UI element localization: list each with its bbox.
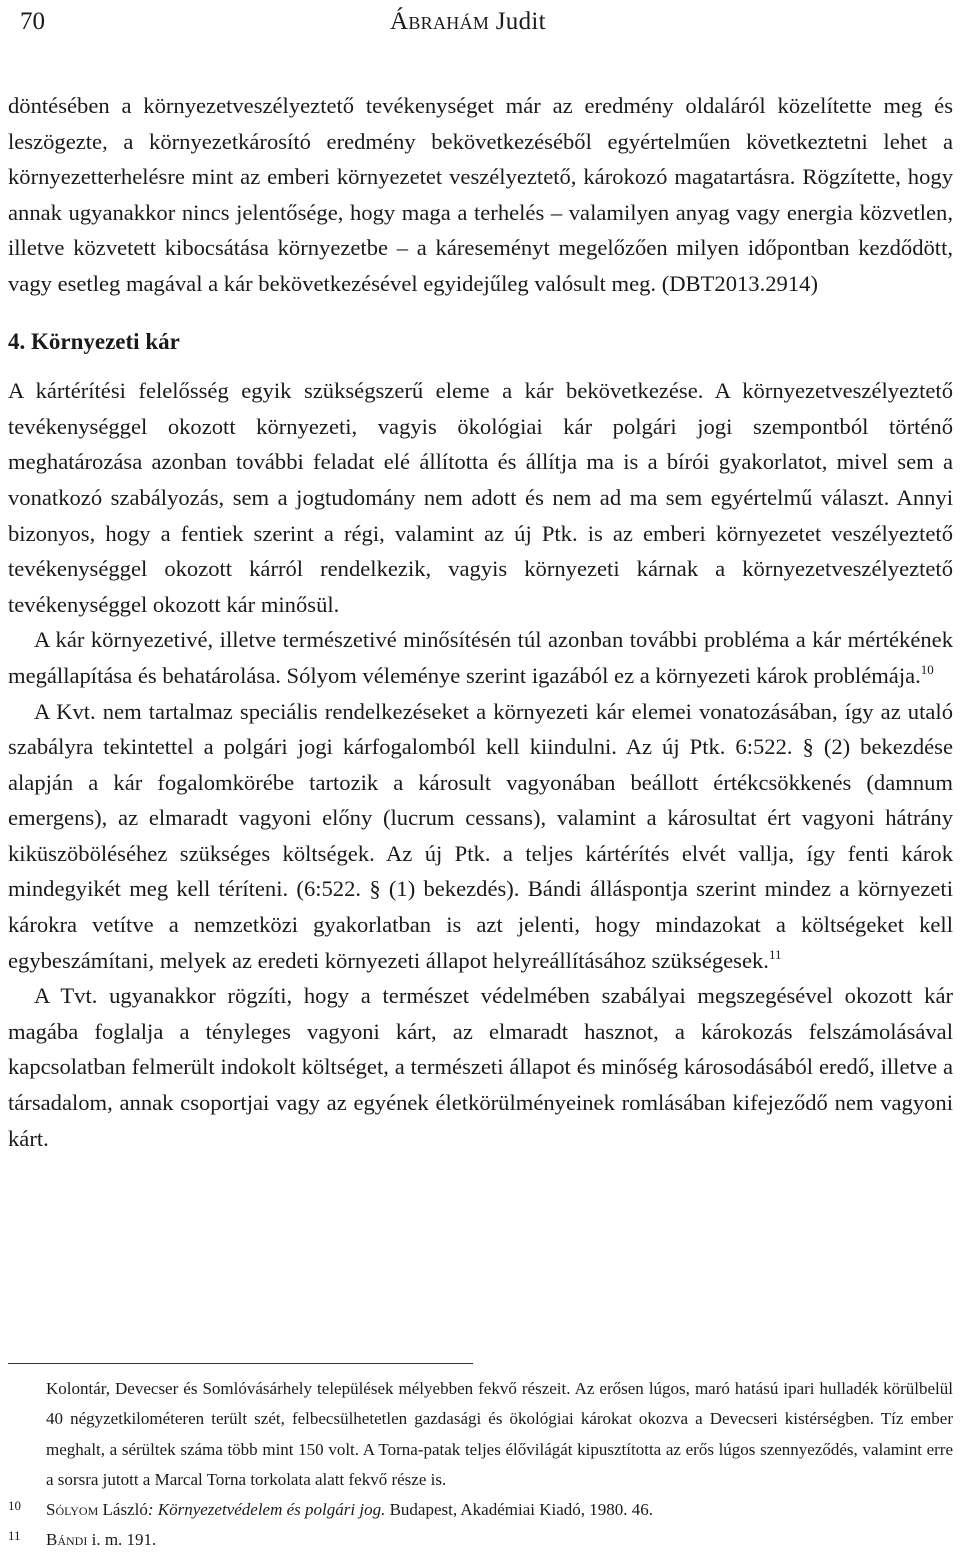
paragraph-2: A kártérítési felelősség egyik szükségszerű eleme a kár bekövetkezése. A környezetveszélyeztető tevékenységgel okozott környezeti, vagyis ökológiai kár polgári jogi szempontból történő meghatározása azonban további feladat elé állította és állítja ma is a bírói gyakorlatot, mivel sem a vonatkozó szabályozás, sem a jogtudomány nem adott és nem ad ma sem egyértelmű választ. Annyi bizonyos, hogy a fentiek szerint a régi, valamint az új Ptk. is az emberi környezetet veszélyeztető tevékenységgel okozott kárról rendelkezik, vagyis környezeti kárnak a környezetveszélyeztető tevékenységgel okozott kár minősül.: [8, 378, 953, 617]
footnote-separator: :: [147, 1500, 154, 1520]
footnote-author: Sólyom: [46, 1500, 99, 1520]
footnote-rest: Budapest, Akadémiai Kiadó, 1980. 46.: [389, 1500, 654, 1520]
footnote-ref-11[interactable]: 11: [768, 946, 782, 962]
footnote-title: Környezetvédelem és polgári jog.: [157, 1500, 386, 1520]
paragraph-3: [8, 622, 953, 693]
footnote-10: [8, 1495, 953, 1525]
footnote-11: [8, 1525, 953, 1555]
page-number: 70: [20, 8, 45, 35]
paragraph-1: döntésében a környezetveszélyeztető tevékenységet már az eredmény oldaláról közelítette meg és leszögezte, a környezetkárosító eredmény bekövetkezéséből egyértelműen következtetni lehet a környezetterhelésre mint az emberi környezetet veszélyeztető, károkozó magatartásra. Rögzítette, hogy annak ugyanakkor nincs jelentősége, hogy maga a terhelés – valamilyen anyag vagy energia közvetlen, illetve közvetett kibocsátása környezetbe – a káreseményt megelőzően milyen időpontban kezdődött, vagy esetleg magával a kár bekövetkezésével egyidejűleg valósult meg. (DBT2013.2914): [8, 93, 953, 296]
footnote-number: 10: [8, 1498, 21, 1514]
section-heading: 4. Környezeti kár: [8, 328, 180, 354]
paragraph-3-text: A kár környezetivé, illetve természetivé minősítésén túl azonban további probléma a kár mértékének megállapítása és behatárolása. Sólyom véleménye szerint igazából ez a környezeti károk problémája.: [8, 627, 953, 688]
page-header: [10, 6, 950, 38]
footnote-ref-10[interactable]: 10: [920, 661, 934, 677]
running-head-author-prefix: Ábrahám: [390, 8, 490, 35]
footnote-rest: i. m. 191.: [91, 1530, 157, 1550]
footnote-author-given: László: [102, 1500, 148, 1520]
footnote-continuation: Kolontár, Devecser és Somlóvásárhely települések mélyebben fekvő részeit. Az erősen lúgos, maró hatású ipari hulladék körülbelül 40 négyzetkilométeren terült szét, felbecsülhetetlen gazdasági és ökológiai károkat okozva a Devecseri kistérségben. Tíz ember meghalt, a sérültek száma több mint 150 volt. A Torna-patak teljes élővilágát kipusztította az erős lúgos szennyeződés, valamint erre a sorsra jutott a Marcal Torna torkolata alatt fekvő része is.: [46, 1379, 953, 1489]
footnote-divider: [8, 1363, 473, 1364]
paragraph-4-text: A Kvt. nem tartalmaz speciális rendelkezéseket a környezeti kár elemei vonatozásában, így az utaló szabályra tekintettel a polgári jogi kárfogalomból kell kiindulni. Az új Ptk. 6:522. § (2) bekezdése alapján a kár fogalomkörébe tartozik a károsult vagyonában beállott értékcsökkenés (damnum emergens), az elmaradt vagyoni előny (lucrum cessans), valamint a károsultat ért vagyoni hátrány kiküszöböléséhez szükséges költségek. Az új Ptk. a teljes kártérítés elvét vallja, így fenti károk mindegyikét meg kell téríteni. (6:522. § (1) bekezdés). Bándi álláspontja szerint mindez a környezeti károkra vetítve a nemzetközi gyakorlatban is azt jelenti, hogy mindazokat a költségeket kell egybeszámítani, melyek az eredeti környezeti állapot helyreállításához szükségesek.: [8, 698, 953, 973]
footnotes: [8, 1374, 953, 1556]
main-text: [8, 88, 953, 1156]
paragraph-4: [8, 694, 953, 979]
paragraph-5: A Tvt. ugyanakkor rögzíti, hogy a természet védelmében szabályai megszegésével okozott kár magába foglalja a tényleges vagyoni kárt, az elmaradt hasznot, a károkozás felszámolásával kapcsolatban felmerült indokolt költséget, a természeti állapot és minőség károsodásából eredő, illetve a társadalom, annak csoportjai vagy az egyének életkörülményeinek romlásában kifejeződő nem vagyoni kárt.: [8, 983, 953, 1151]
running-head: [390, 6, 546, 38]
running-head-author-name: Judit: [495, 8, 546, 35]
footnote-author: Bándi: [46, 1530, 88, 1550]
footnote-number: 11: [8, 1528, 21, 1544]
